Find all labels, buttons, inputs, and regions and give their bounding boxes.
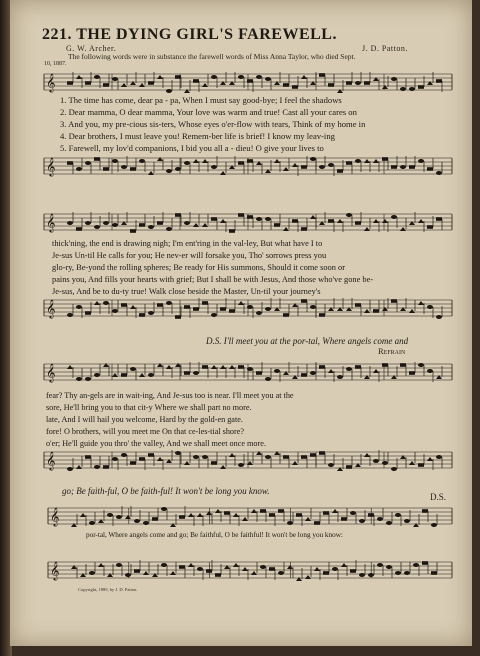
verse-2-line-3: sore, He'll bring you to that cit-y Where we shall part no more. bbox=[46, 403, 252, 412]
hymn-page bbox=[10, 0, 472, 646]
svg-text:𝄞: 𝄞 bbox=[46, 451, 56, 470]
svg-text:𝄞: 𝄞 bbox=[50, 507, 60, 526]
svg-text:𝄞: 𝄞 bbox=[46, 213, 56, 232]
verse-1-line-2: thick'ning, the end is drawing nigh; I'm ent'ring in the val-ley, But what have I to bbox=[52, 239, 323, 248]
svg-text:𝄞: 𝄞 bbox=[46, 157, 56, 176]
verse-5-line-2: Je-sus, And be to du-ty true! Walk close beside the Master, Un-til your journey's bbox=[52, 287, 321, 296]
treble-staff-2 bbox=[44, 212, 452, 233]
verse-5-line-3: o'er; He'll guide you thro' the valley, And we shall meet once more. bbox=[46, 439, 266, 448]
verse-3-line-1: 3. And you, my pre-cious sis-ters, Whose eyes o'er-flow with tears, Think of my home in bbox=[60, 119, 366, 129]
verse-5-line-1: 5. Farewell, my lov'd companions, I bid you all a - dieu! O give your lives to bbox=[60, 143, 324, 153]
composer-right: J. D. Patton. bbox=[362, 44, 408, 53]
verse-1-line-1: 1. The time has come, dear pa - pa, When I must say good-bye; I feel the shadows bbox=[60, 95, 342, 105]
bass-staff-4 bbox=[48, 560, 452, 581]
composer-left: G. W. Archer. bbox=[66, 44, 117, 53]
bass-staff-1 bbox=[44, 156, 452, 177]
svg-text:𝄞: 𝄞 bbox=[50, 561, 60, 580]
bass-staff-2 bbox=[44, 298, 452, 319]
svg-text:𝄞: 𝄞 bbox=[46, 363, 56, 382]
treble-staff-4 bbox=[48, 506, 452, 527]
svg-text:𝄞: 𝄞 bbox=[46, 299, 56, 318]
verse-4-line-3: fore! O brothers, will you meet me On that ce-les-tial shore? bbox=[46, 427, 245, 436]
treble-staff-3 bbox=[44, 362, 452, 383]
song-title: 221. THE DYING GIRL'S FAREWELL. bbox=[42, 26, 337, 43]
refrain-tail-line: go; Be faith-ful, O be faith-ful! It won't be long you know. bbox=[62, 486, 270, 496]
verse-4-line-2: pains you, And fills your hearts with grief; But I shall be with Jesus, And those who've gone be- bbox=[52, 275, 374, 284]
bass-staff-3 bbox=[44, 450, 452, 471]
verse-3-line-2: glo-ry, Be-yond the rolling spheres; Be ready for His summons, Should it come soon or bbox=[52, 263, 346, 272]
verse-2-line-1: 2. Dear mamma, O dear mamma, Your love was warm and true! Cast all your cares on bbox=[60, 107, 357, 117]
refrain-label: Refrain bbox=[378, 346, 406, 356]
svg-text:𝄞: 𝄞 bbox=[46, 73, 56, 92]
verse-1-line-3: fear? Thy an-gels are in wait-ing, And Je-sus too is near. I'll meet you at the bbox=[46, 391, 294, 400]
copyright-notice: Copyright, 1889, by J. D. Patton. bbox=[78, 587, 138, 592]
song-subtitle: The following words were in substance the farewell words of Miss Anna Taylor, who died Sept. bbox=[68, 52, 356, 61]
final-lyric-line: por-tal, Where angels come and go; Be faithful, O be faithful! It won't be long you know: bbox=[86, 531, 343, 539]
treble-staff-1 bbox=[44, 72, 452, 93]
song-date: 10, 1887. bbox=[44, 61, 67, 67]
ds-mark: D.S. bbox=[430, 492, 447, 502]
verse-2-line-2: Je-sus Un-til He calls for you; He nev-er will forsake you, Tho' sorrows press you bbox=[52, 251, 327, 260]
verse-3-line-3: late, And I will hail you welcome, Hard by the gold-en gate. bbox=[46, 415, 243, 424]
verse-4-line-1: 4. Dear brothers, I must leave you! Remem-ber life is brief! I know my leav-ing bbox=[60, 131, 335, 141]
ds-line: D.S. I'll meet you at the por-tal, Where angels come and bbox=[206, 336, 409, 346]
